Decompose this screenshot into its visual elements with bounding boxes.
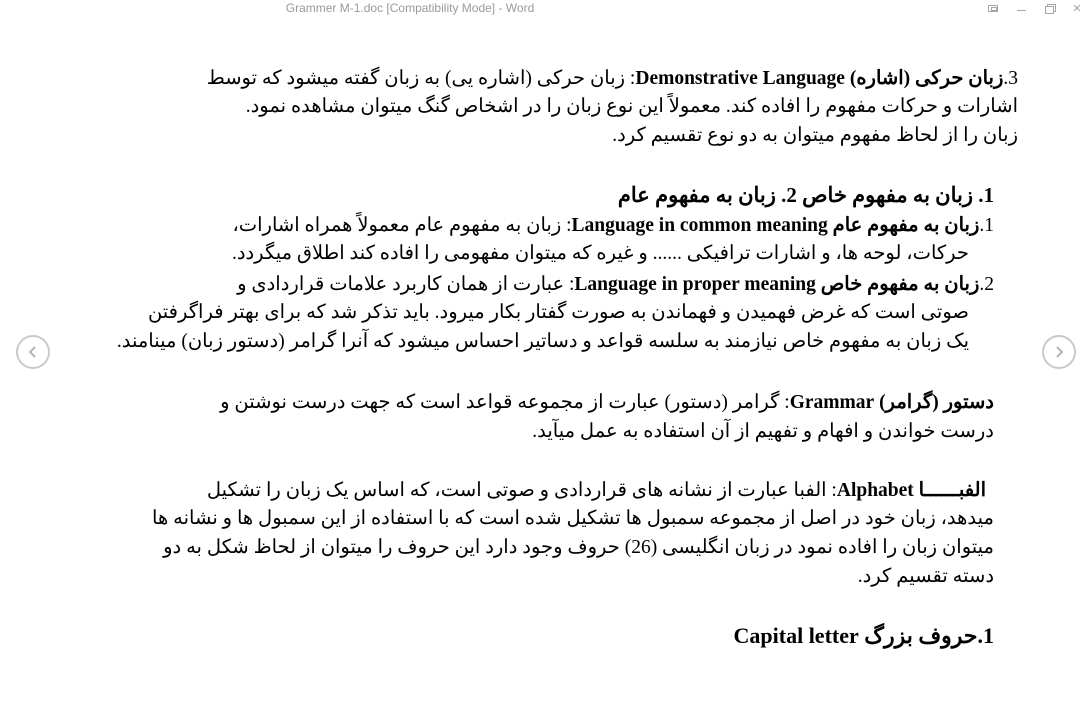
types-heading: 1. زبان به مفهوم خاص 2. زبان به مفهوم عام: [617, 183, 994, 207]
alphabet-definition: : الفبا عبارت از نشانه های قراردادی و صوتی است، که اساس یک زبان را تشکیل: [206, 480, 837, 501]
next-page-button[interactable]: [1042, 335, 1076, 369]
item2-definition: : عبارت از همان کاربرد علامات قراردادی و: [237, 274, 575, 295]
restore-icon: [1045, 4, 1055, 13]
capital-term-en: Capital letter: [733, 623, 859, 648]
chevron-right-icon: [1052, 345, 1066, 359]
grammar-term-fa: دستور (گرامر): [879, 392, 994, 413]
item1-definition: : زبان به مفهوم عام معمولاً همراه اشارات،: [232, 215, 572, 236]
grammar-definition: : گرامر (دستور) عبارت از مجموعه قواعد است که جهت درست نوشتن و: [220, 392, 790, 413]
previous-page-button[interactable]: [16, 335, 50, 369]
alphabet-line3: میتوان زبان را افاده نمود در زبان انگلیسی (26) حروف وجود دارد این حروف را میتوان از لحاظ شکل به دو: [163, 537, 994, 558]
close-icon: ✕: [1072, 1, 1082, 15]
grammar-line2: درست خواندن و افهام و تفهیم از آن استفاده به عمل میآید.: [532, 421, 994, 442]
capital-number: 1.: [977, 623, 994, 648]
grammar-term-en: Grammar: [789, 392, 875, 413]
grammar-line1: [220, 389, 994, 416]
window-options-icon: [988, 5, 998, 12]
alphabet-term-en: Alphabet: [836, 480, 914, 501]
section3-line2: اشارات و حرکات مفهوم را افاده کند. معمولاً این نوع زبان را در اشخاص گنگ میتوان مشاهده نمود.: [245, 96, 1018, 117]
item2-term-fa: زبان به مفهوم خاص: [820, 274, 980, 295]
chevron-left-icon: [26, 345, 40, 359]
section3-term-fa: زبان حرکی (اشاره): [849, 68, 1004, 89]
section3-line1: [207, 65, 1018, 92]
capital-term-fa: حروف بزرگ: [864, 623, 978, 648]
read-mode-options-button[interactable]: [980, 0, 1006, 16]
item2-line3: یک زبان به مفهوم خاص نیازمند به سلسه قواعد و دساتیر احساس میشود که آنرا گرامر (دستور زبان) مینامند.: [116, 331, 969, 352]
item1-term-fa: زبان به مفهوم عام: [832, 215, 980, 236]
item2-line1: [237, 271, 994, 298]
minimize-button[interactable]: [1008, 0, 1034, 16]
section3-definition: : زبان حرکی (اشاره یی) به زبان گفته میشود که توسط: [206, 68, 636, 89]
section3-number: 3.: [1003, 68, 1018, 89]
title-bar: [0, 0, 1092, 18]
minimize-icon: [1017, 10, 1026, 11]
item1-line1: [232, 212, 994, 239]
alphabet-line1: [207, 477, 986, 504]
window-title: Grammer M-1.doc [Compatibility Mode] - Word: [285, 1, 535, 15]
item1-number: 1.: [979, 215, 994, 236]
alphabet-line2: میدهد، زبان خود در اصل از مجموعه سمبول ها تشکیل شده است که با استفاده از این سمبول ها و نشانه ها: [152, 508, 994, 529]
item2-term-en: Language in proper meaning: [574, 274, 816, 295]
section3-term-en: Demonstrative Language: [635, 68, 845, 89]
section3-line3: زبان را از لحاظ مفهوم میتوان به دو نوع تقسیم کرد.: [612, 125, 1018, 146]
item2-number: 2.: [979, 274, 994, 295]
restore-button[interactable]: [1037, 0, 1063, 16]
alphabet-line4: دسته تقسیم کرد.: [857, 566, 994, 587]
capital-heading: [734, 622, 994, 649]
alphabet-term-fa: الفبــــــا: [918, 480, 986, 501]
close-button[interactable]: [1064, 0, 1090, 16]
item1-line2: حرکات، لوحه ها، و اشارات ترافیکی ...... و غیره که میتوان مفهومی را افاده کند اطلاق میگردد.: [231, 243, 969, 264]
item2-line2: صوتی است که غرض فهمیدن و فهماندن به صورت گفتار بکار میرود. باید تذکر شد که برای بهتر فراگرفتن: [147, 302, 969, 323]
item1-term-en: Language in common meaning: [571, 215, 828, 236]
